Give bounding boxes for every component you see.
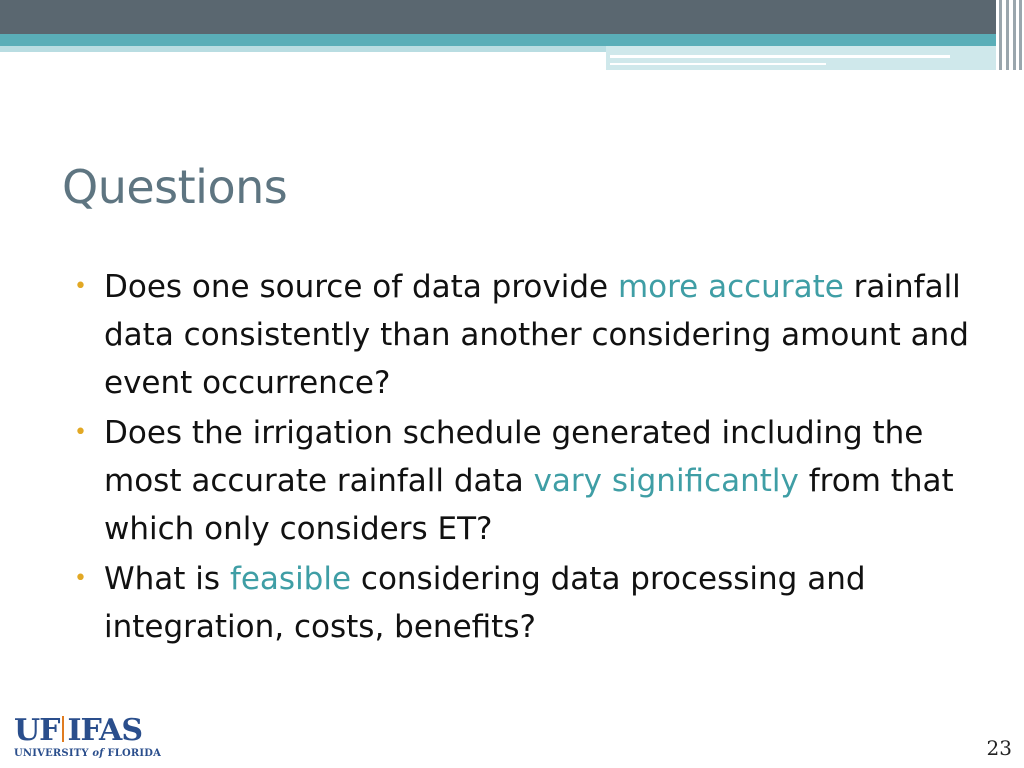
bullet-item	[74, 263, 974, 407]
logo-subtitle-part: of	[92, 748, 104, 759]
bullet-list	[74, 263, 974, 653]
header-band-teal	[0, 34, 1000, 46]
header-band-dark	[0, 0, 1000, 34]
header-band-accent	[606, 46, 1000, 70]
slide-title: Questions	[62, 160, 288, 214]
bullet-text: What is	[104, 561, 230, 597]
bullet-item	[74, 555, 974, 651]
logo-uf: UF	[14, 713, 60, 748]
bullet-icon: •	[74, 420, 87, 445]
highlight-text: feasible	[229, 561, 352, 597]
accent-line	[610, 63, 826, 65]
bullet-item	[74, 409, 974, 553]
bullet-icon: •	[74, 566, 87, 591]
logo-subtitle-part: FLORIDA	[103, 748, 162, 759]
highlight-text: more accurate	[617, 269, 844, 305]
accent-line	[610, 55, 950, 58]
logo-divider	[62, 716, 64, 742]
bullet-text: from that which only considers ET?	[104, 463, 954, 547]
header-stripes	[996, 0, 1024, 70]
bullet-text: rainfall data consistently than another considering amount and event occurrence?	[104, 269, 969, 401]
logo-subtitle	[14, 748, 161, 759]
logo-subtitle-part: UNIVERSITY	[14, 748, 93, 759]
bullet-icon: •	[74, 274, 87, 299]
logo-ifas: IFAS	[67, 713, 142, 748]
uf-ifas-logo	[14, 713, 162, 759]
bullet-text: Does the irrigation schedule generated including the most accurate rainfall data	[104, 415, 924, 499]
page-number: 23	[986, 736, 1012, 760]
highlight-text: vary significantly	[533, 463, 799, 499]
bullet-text: considering data processing and integration, costs, benefits?	[104, 561, 866, 645]
bullet-text: Does one source of data provide	[104, 269, 618, 305]
header-band-light	[0, 46, 606, 52]
